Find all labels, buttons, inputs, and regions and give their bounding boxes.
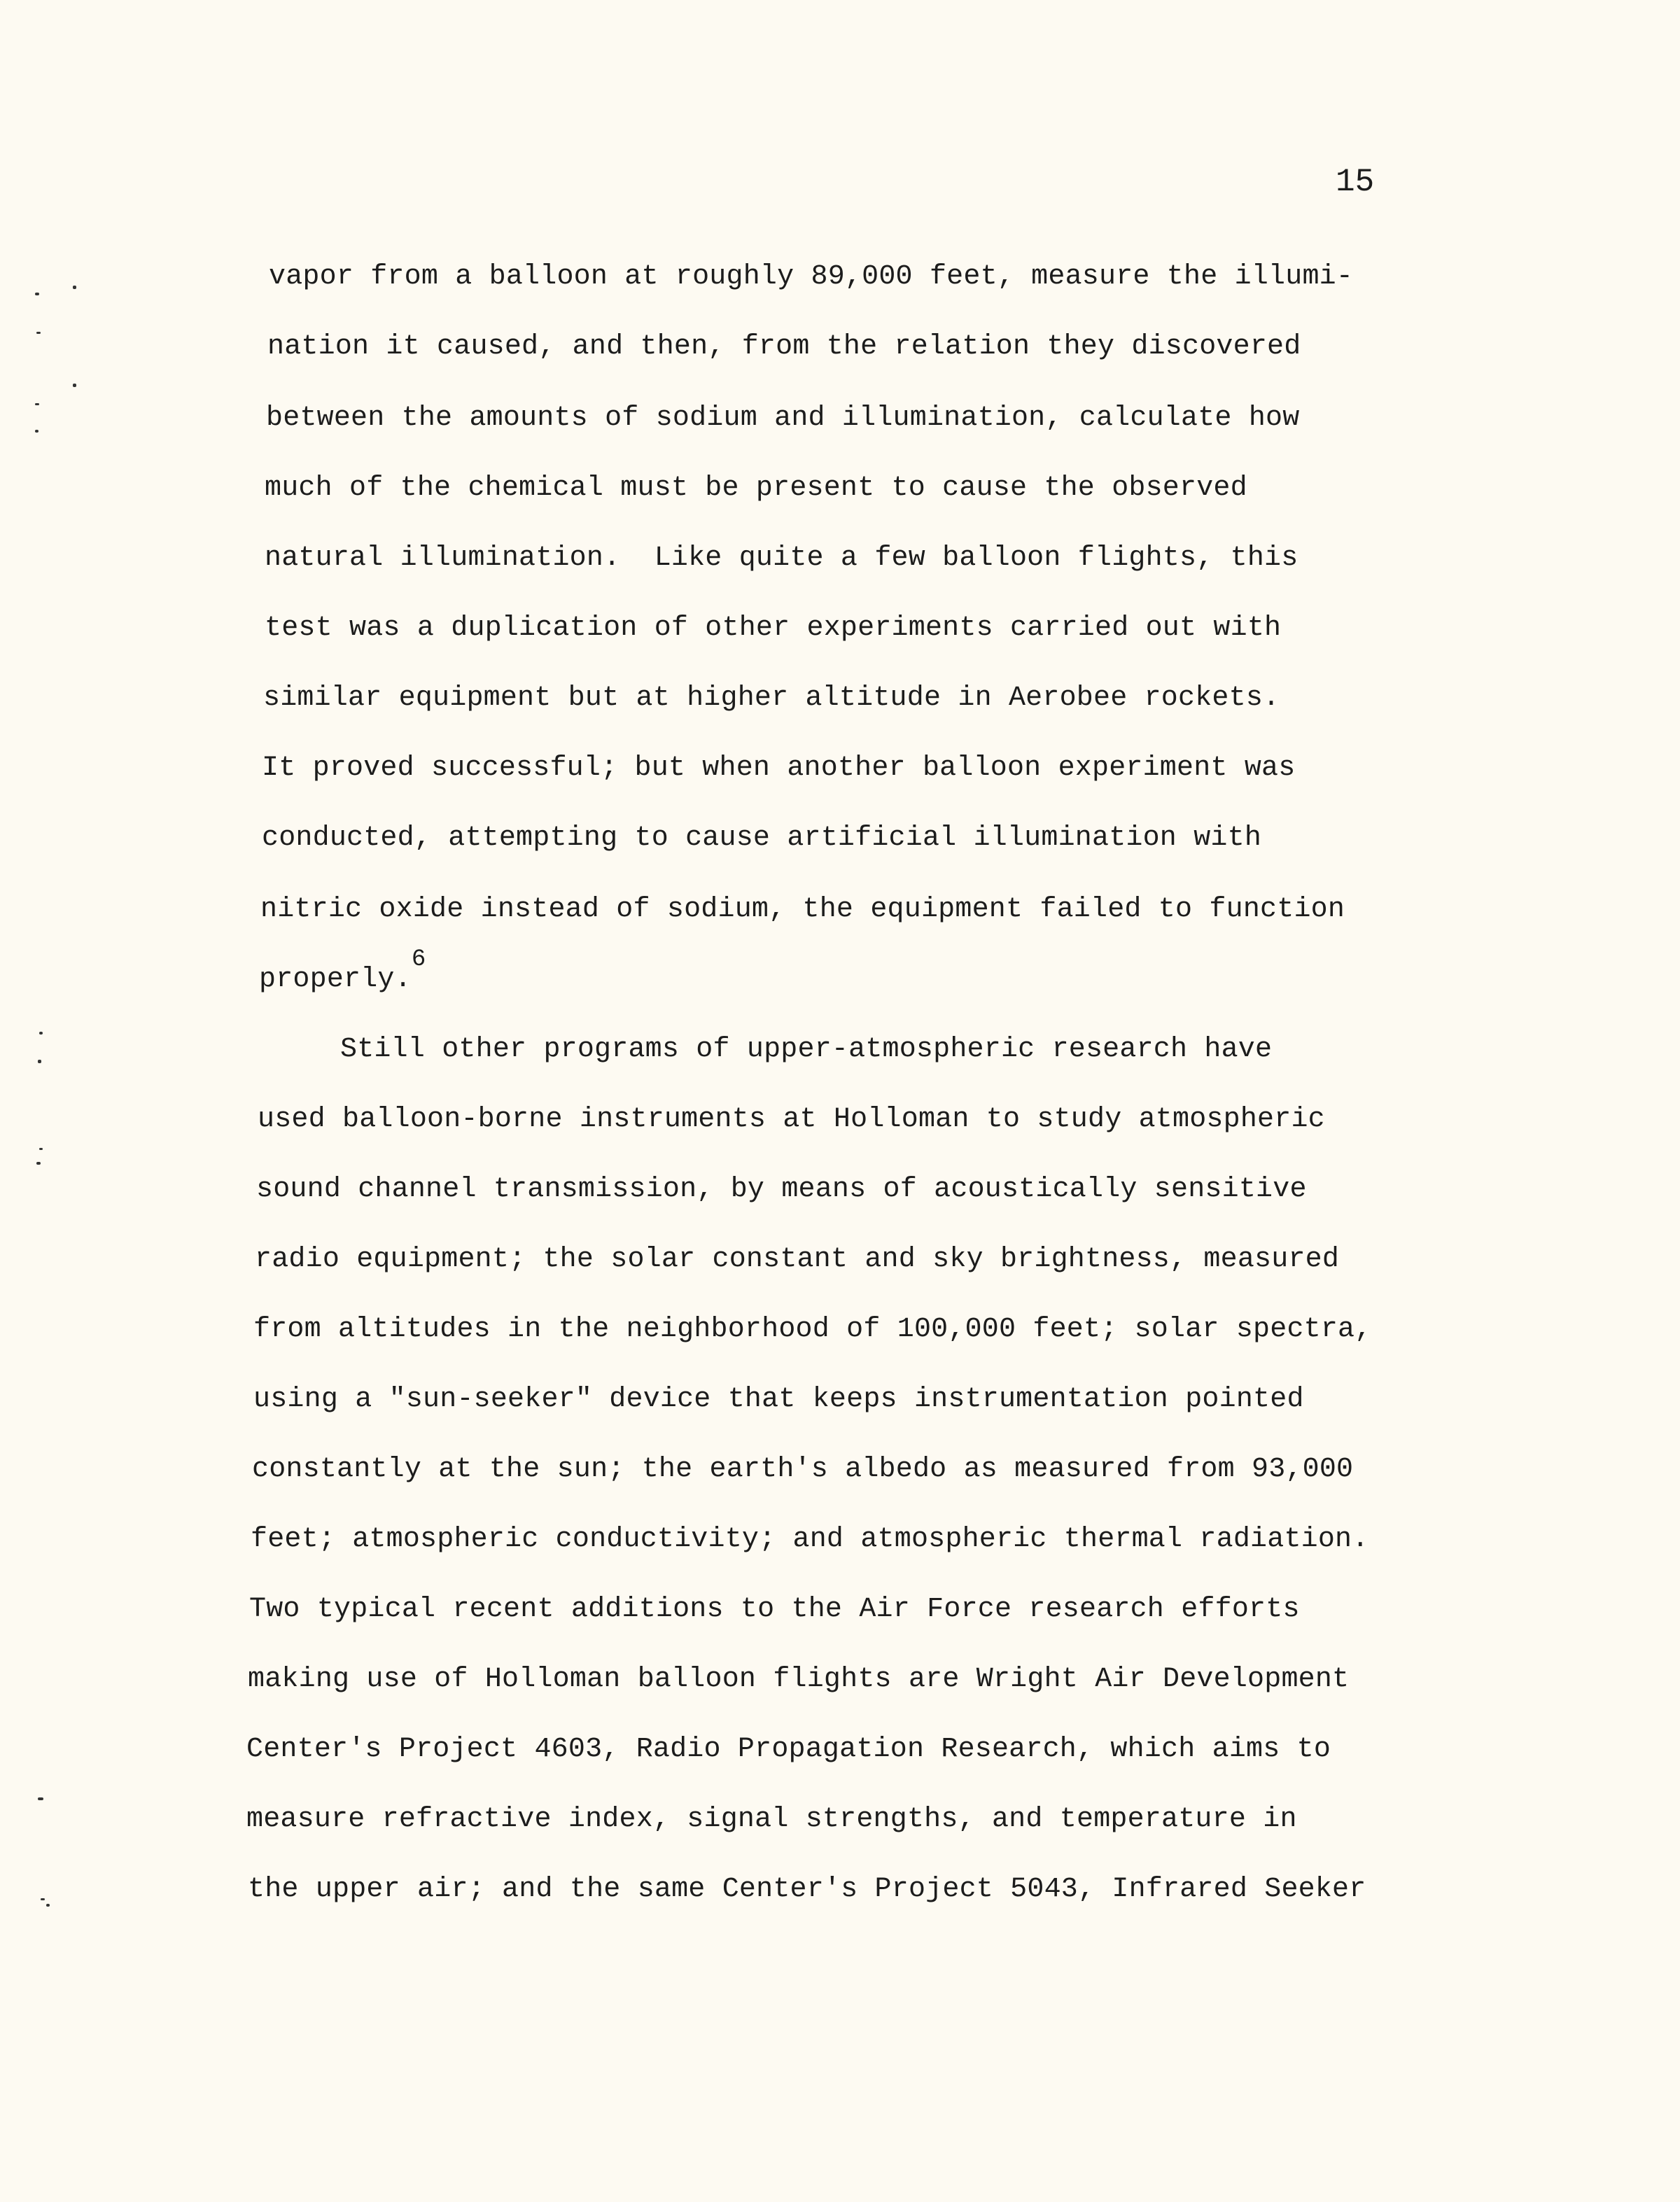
text-line: measure refractive index, signal strengths, and temperature in — [246, 1804, 1297, 1835]
text-line: from altitudes in the neighborhood of 100,000 feet; solar spectra, — [253, 1314, 1372, 1345]
page-number: 15 — [1336, 164, 1375, 200]
text-line-last: properly. — [259, 964, 412, 995]
text-line: sound channel transmission, by means of acoustically sensitive — [256, 1174, 1307, 1205]
text-line: much of the chemical must be present to cause the observed — [265, 472, 1247, 504]
text-line: natural illumination. Like quite a few balloon flights, this — [265, 542, 1298, 574]
text-line: using a "sun-seeker" device that keeps instrumentation pointed — [253, 1384, 1304, 1415]
text-line: nitric oxide instead of sodium, the equipment failed to function — [260, 894, 1345, 925]
text-line: Center's Project 4603, Radio Propagation Research, which aims to — [246, 1734, 1331, 1765]
text-line: constantly at the sun; the earth's albedo as measured from 93,000 — [252, 1454, 1354, 1485]
text-line: feet; atmospheric conductivity; and atmospheric thermal radiation. — [251, 1524, 1369, 1555]
text-line: nation it caused, and then, from the relation they discovered — [267, 331, 1301, 363]
text-line: between the amounts of sodium and illumination, calculate how — [266, 402, 1300, 434]
text-line: the upper air; and the same Center's Project 5043, Infrared Seeker — [248, 1874, 1366, 1905]
text-line: making use of Holloman balloon flights are Wright Air Development — [248, 1664, 1350, 1695]
text-line: vapor from a balloon at roughly 89,000 feet, measure the illumi- — [269, 261, 1354, 293]
text-line: conducted, attempting to cause artificial illumination with — [262, 822, 1262, 854]
text-line — [259, 946, 426, 1000]
text-line: radio equipment; the solar constant and sky brightness, measured — [255, 1244, 1340, 1275]
footnote-reference: 6 — [411, 946, 426, 973]
text-line: used balloon-borne instruments at Holloman to study atmospheric — [258, 1104, 1325, 1135]
text-line: similar equipment but at higher altitude in Aerobee rockets. — [263, 682, 1280, 714]
text-line: Still other programs of upper-atmospheric research have — [340, 1034, 1273, 1065]
text-line: Two typical recent additions to the Air Force research efforts — [249, 1594, 1300, 1625]
text-line: test was a duplication of other experiments carried out with — [265, 612, 1282, 644]
text-line: It proved successful; but when another balloon experiment was — [262, 752, 1296, 784]
